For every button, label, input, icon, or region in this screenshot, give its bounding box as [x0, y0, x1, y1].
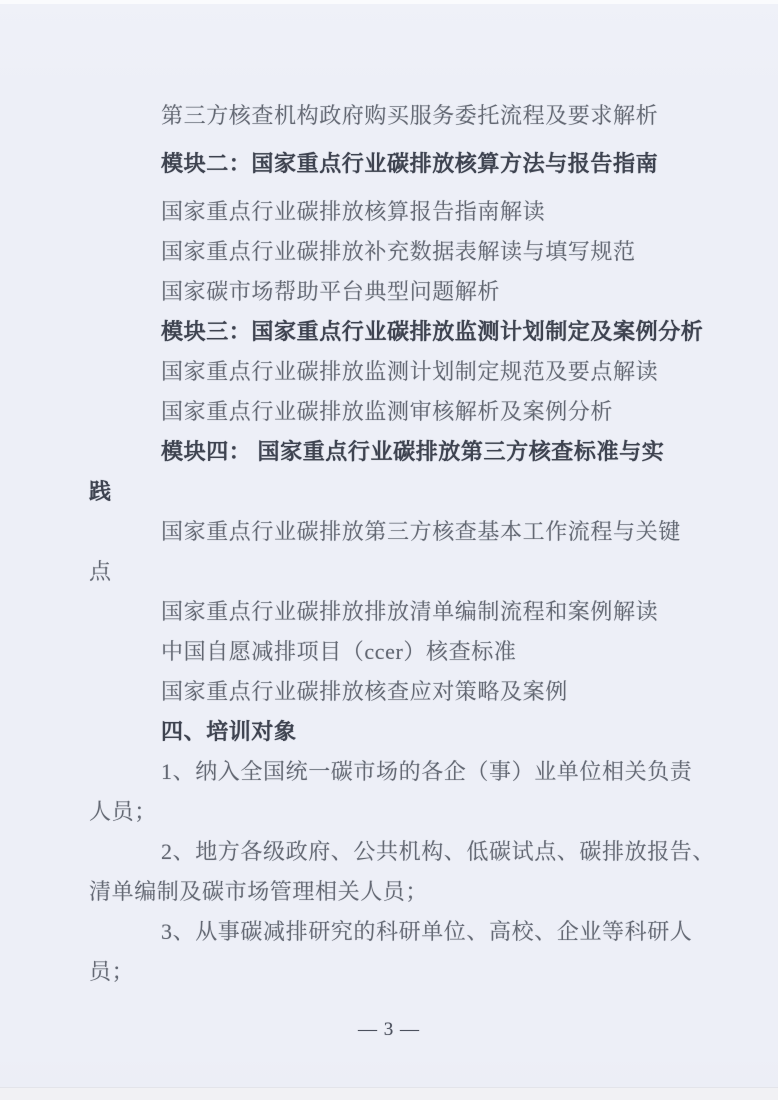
heading-line: 模块三：国家重点行业碳排放监测计划制定及案例分析	[161, 319, 704, 344]
text-line: 1、纳入全国统一碳市场的各企（事）业单位相关负责	[161, 759, 693, 784]
scan-edge-top	[0, 0, 778, 4]
text-line: 中国自愿减排项目（ccer）核查标准	[161, 639, 517, 664]
scan-edge-bottom	[0, 1087, 778, 1100]
text-line: 国家重点行业碳排放补充数据表解读与填写规范	[161, 239, 636, 264]
text-line: 国家重点行业碳排放核算报告指南解读	[161, 199, 546, 224]
heading-line: 模块二：国家重点行业碳排放核算方法与报告指南	[161, 151, 659, 176]
text-line: 第三方核查机构政府购买服务委托流程及要求解析	[161, 103, 659, 128]
heading-line: 四、培训对象	[161, 719, 297, 744]
text-line: 人员；	[89, 799, 157, 824]
text-line: 国家重点行业碳排放第三方核查基本工作流程与关键	[161, 519, 681, 544]
heading-line: 践	[89, 479, 112, 504]
text-line: 3、从事碳减排研究的科研单位、高校、企业等科研人	[161, 919, 693, 944]
text-line: 国家重点行业碳排放排放清单编制流程和案例解读	[161, 599, 659, 624]
text-line: 清单编制及碳市场管理相关人员；	[89, 879, 429, 904]
page-number: — 3 —	[358, 1019, 420, 1040]
text-line: 员；	[89, 959, 135, 984]
text-line: 国家重点行业碳排放监测计划制定规范及要点解读	[161, 359, 659, 384]
text-line: 2、地方各级政府、公共机构、低碳试点、碳排放报告、	[161, 839, 716, 864]
text-line: 点	[89, 559, 112, 584]
text-line: 国家碳市场帮助平台典型问题解析	[161, 279, 501, 304]
text-line: 国家重点行业碳排放监测审核解析及案例分析	[161, 399, 614, 424]
text-line: 国家重点行业碳排放核查应对策略及案例	[161, 679, 568, 704]
heading-line: 模块四： 国家重点行业碳排放第三方核查标准与实	[161, 439, 665, 464]
document-lines	[0, 96, 778, 992]
